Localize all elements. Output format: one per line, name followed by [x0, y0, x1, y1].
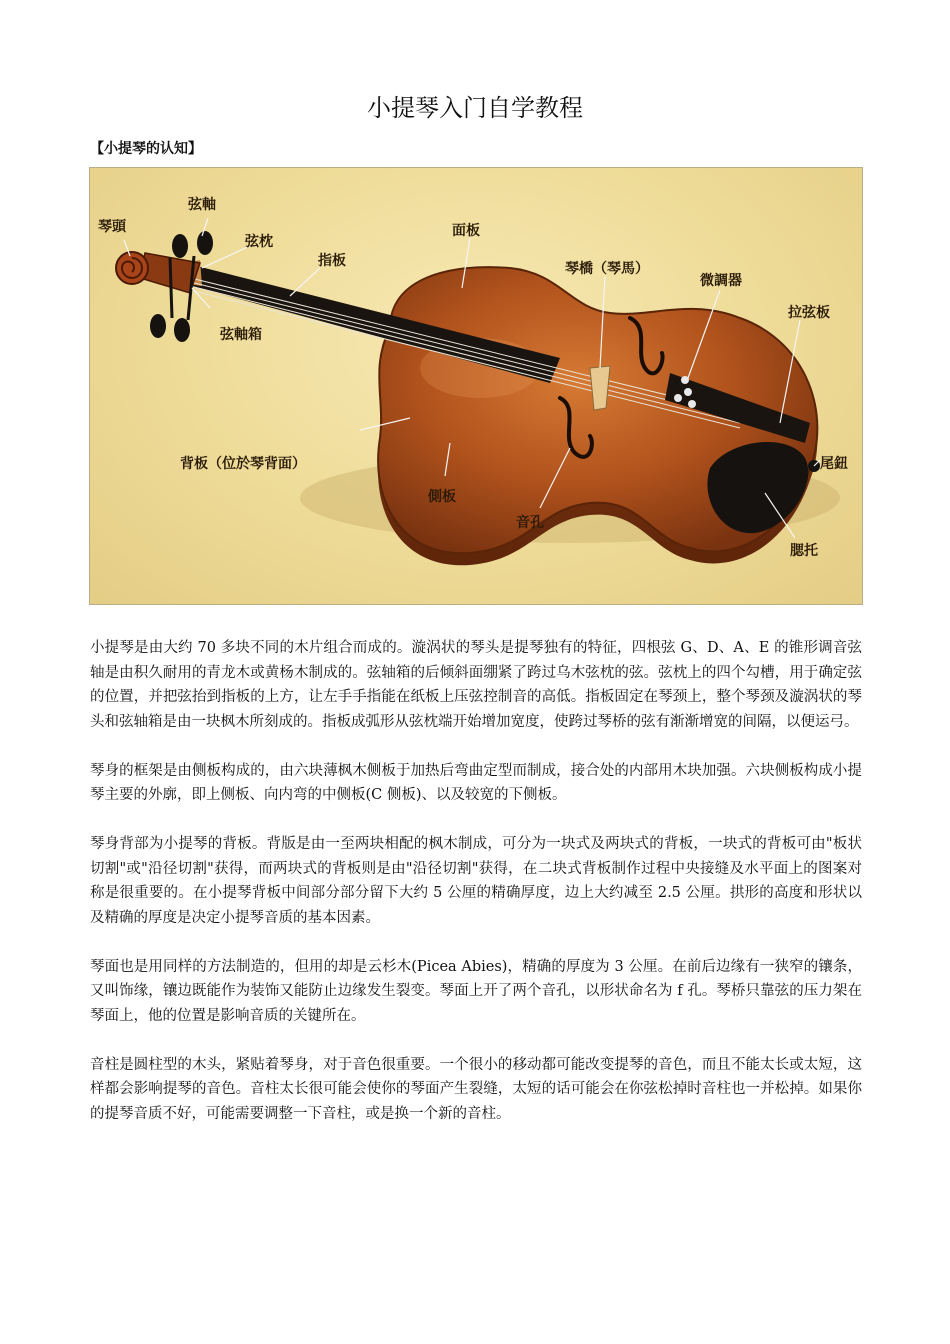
label-ribs: 側板: [428, 489, 456, 505]
label-bridge: 琴橋（琴馬）: [565, 261, 649, 277]
label-pegs: 弦軸: [188, 197, 216, 213]
page-title: 小提琴入门自学教程: [367, 94, 583, 122]
peg-4: [174, 318, 190, 342]
peg-3: [150, 314, 166, 338]
peg-1: [172, 234, 188, 258]
label-top: 面板: [452, 223, 480, 239]
label-nut: 弦枕: [245, 234, 273, 250]
fine-tuner-4: [688, 400, 696, 408]
label-scroll: 琴頭: [98, 219, 126, 235]
section-heading: 【小提琴的认知】: [90, 141, 202, 157]
paragraph-5: 音柱是圆柱型的木头，紧贴着琴身，对于音色很重要。一个很小的移动都可能改变提琴的音色，而且不能太长或太短，这样都会影响提琴的音色。音柱太长很可能会使你的琴面产生裂缝，太短的话可能会在你弦松掉时音柱也一并松掉。如果你的提琴音质不好，可能需要调整一下音柱，或是换一个新的音柱。: [90, 1056, 862, 1122]
label-chinrest: 腮托: [790, 543, 818, 559]
peg-shaft-1: [170, 258, 172, 318]
violin-diagram-image: [89, 167, 863, 605]
paragraph-2: 琴身的框架是由侧板构成的，由六块薄枫木侧板于加热后弯曲定型而制成，接合处的内部用木块加强。六块侧板构成小提琴主要的外廓，即上侧板、向内弯的中侧板(C 侧板)、以及较宽的下侧板。: [90, 762, 862, 803]
label-tailpiece: 拉弦板: [788, 305, 830, 321]
label-back: 背板（位於琴背面）: [180, 456, 306, 472]
label-f-hole: 音孔: [516, 515, 544, 531]
peg-2: [197, 231, 213, 255]
label-pegbox: 弦軸箱: [220, 327, 262, 343]
scroll: [116, 252, 148, 284]
label-end-button: 尾鈕: [820, 456, 848, 472]
paragraph-1: 小提琴是由大约 70 多块不同的木片组合而成的。漩涡状的琴头是提琴独有的特征，四根弦 G、D、A、E 的锥形调音弦轴是由积久耐用的青龙木或黄杨木制成的。弦轴箱的后倾斜面绷紧了跨过乌木弦枕的弦。弦枕上的四个勾槽，用于确定弦的位置，并把弦抬到指板的上方，让左手手指能在纸板上压弦控制音的高低。指板固定在琴颈上，整个琴颈及漩涡状的琴头和弦轴箱是由一块枫木所刻成的。指板成弧形从弦枕端开始增加宽度，使跨过琴桥的弦有渐渐增宽的间隔，以便运弓。: [90, 640, 862, 730]
label-fingerboard: 指板: [318, 253, 346, 269]
article-body: [90, 636, 862, 1151]
paragraph-3: 琴身背部为小提琴的背板。背版是由一至两块相配的枫木制成，可分为一块式及两块式的背板，一块式的背板可由"板状切割"或"沿径切割"获得，而两块式的背板则是由"沿径切割"获得，在二块式背板制作过程中央接缝及水平面上的图案对称是很重要的。在小提琴背板中间部分部分留下大约 5 公厘的精确厚度，边上大约减至 2.5 公厘。拱形的高度和形状以及精确的厚度是决定小提琴音质的基本因素。: [90, 836, 862, 926]
label-fine-tuner: 微調器: [700, 273, 742, 289]
paragraph-4: 琴面也是用同样的方法制造的，但用的却是云杉木(Picea Abies)，精确的厚度为 3 公厘。在前后边缘有一狭窄的镶条，又叫饰缘，镶边既能作为装饰又能防止边缘发生裂变。琴面上开了两个音孔，以形状命名为 f 孔。琴桥只靠弦的压力架在琴面上，他的位置是影响音质的关键所在。: [90, 958, 862, 1024]
fine-tuner-2: [684, 388, 692, 396]
fine-tuner-3: [674, 394, 682, 402]
